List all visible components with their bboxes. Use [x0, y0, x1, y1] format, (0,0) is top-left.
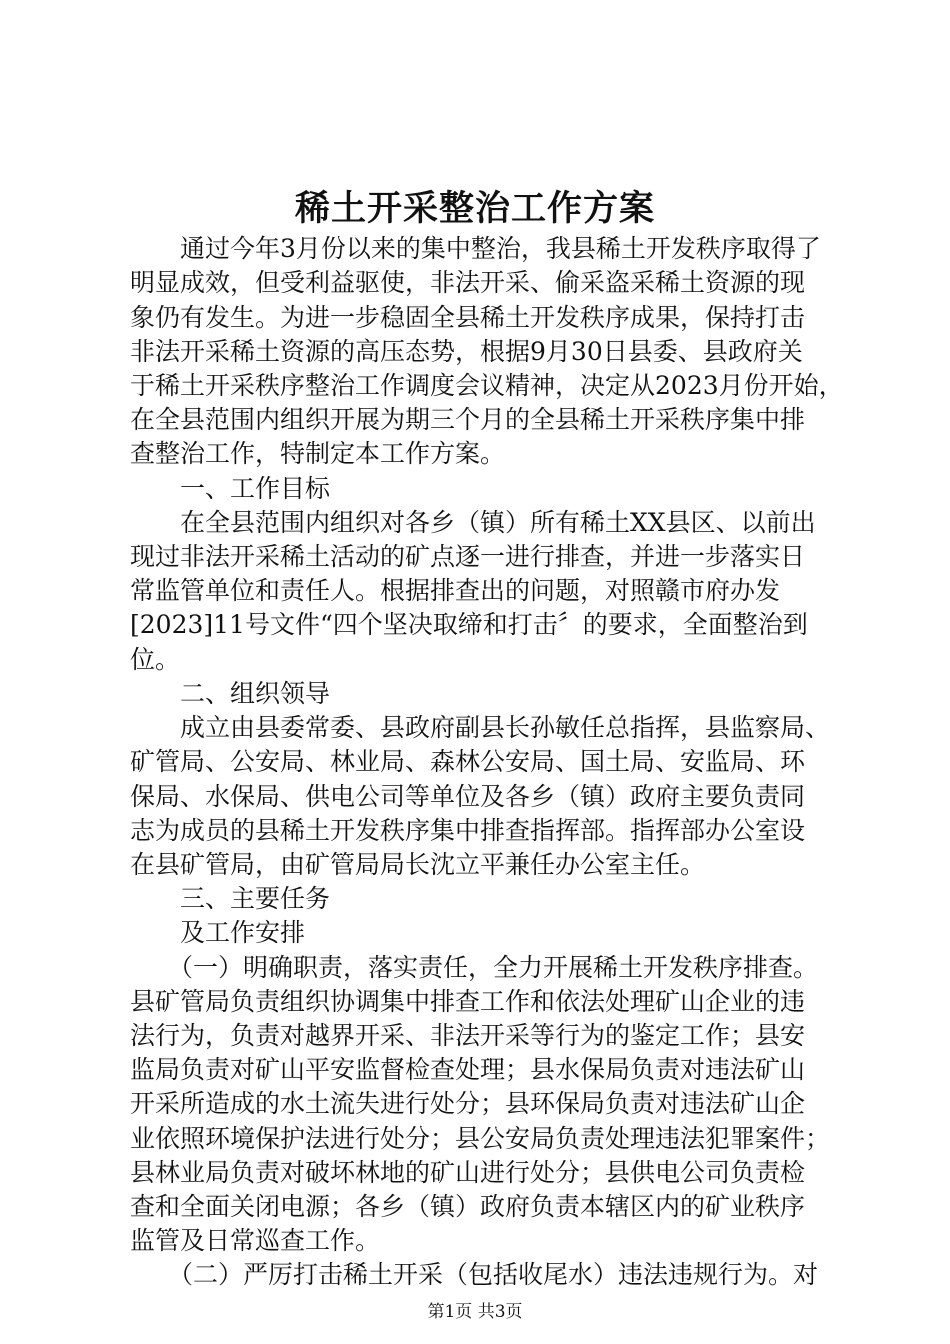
paragraph-line: 在县矿管局，由矿管局局长沈立平兼任办公室主任。 [130, 850, 706, 879]
paragraph-line: 县矿管局负责组织协调集中排查工作和依法处理矿山企业的违 [130, 987, 806, 1016]
paragraph-line: 明显成效，但受利益驱使，非法开采、偷采盗采稀土资源的现 [130, 268, 806, 297]
paragraph-line: 现过非法开采稀土活动的矿点逐一进行排查，并进一步落实日 [130, 542, 806, 571]
section-heading: 二、组织领导 [180, 679, 331, 708]
paragraph-line: 在全县范围内组织开展为期三个月的全县稀土开采秩序集中排 [130, 405, 806, 434]
paragraph-line: 象仍有发生。为进一步稳固全县稀土开发秩序成果，保持打击 [130, 303, 806, 332]
paragraph-line: 于稀土开采秩序整治工作调度会议精神，决定从2023月份开始， [130, 371, 844, 400]
paragraph-line: 成立由县委常委、县政府副县长孙敏任总指挥，县监察局、 [180, 713, 831, 742]
paragraph-line: 监管及日常巡查工作。 [130, 1226, 381, 1255]
paragraph-line: 常监管单位和责任人。根据排查出的问题，对照赣市府办发 [130, 576, 781, 605]
subsection-heading: （一）明确职责，落实责任，全力开展稀土开发秩序排查。 [168, 953, 819, 982]
paragraph-line: 业依照环境保护法进行处分；县公安局负责处理违法犯罪案件； [130, 1124, 831, 1153]
paragraph-line: 开采所造成的水土流失进行处分；县环保局负责对违法矿山企 [130, 1089, 806, 1118]
paragraph-line: 监局负责对矿山平安监督检查处理；县水保局负责对违法矿山 [130, 1055, 806, 1084]
paragraph-line: 志为成员的县稀土开发秩序集中排查指挥部。指挥部办公室设 [130, 816, 806, 845]
section-heading: 一、工作目标 [180, 474, 331, 503]
subsection-heading: （二）严厉打击稀土开采（包括收尾水）违法违规行为。对 [168, 1260, 819, 1289]
paragraph-line: 法行为，负责对越界开采、非法开采等行为的鉴定工作；县安 [130, 1021, 806, 1050]
paragraph-line: 在全县范围内组织对各乡（镇）所有稀土XX县区、以前出 [180, 508, 816, 537]
paragraph-line: 通过今年3月份以来的集中整治，我县稀土开发秩序取得了 [180, 234, 821, 263]
paragraph-line: 位。 [130, 645, 181, 674]
paragraph-line: 县林业局负责对破坏林地的矿山进行处分；县供电公司负责检 [130, 1158, 806, 1187]
paragraph-line: 查和全面关闭电源；各乡（镇）政府负责本辖区内的矿业秩序 [130, 1192, 806, 1221]
paragraph-line: 保局、水保局、供电公司等单位及各乡（镇）政府主要负责同 [130, 782, 806, 811]
section-heading: 三、主要任务 [180, 884, 331, 913]
paragraph-line: 矿管局、公安局、林业局、森林公安局、国土局、安监局、环 [130, 747, 806, 776]
paragraph-line: [2023]11号文件“四个坚决取缔和打击〞的要求，全面整治到 [130, 610, 808, 639]
section-heading: 及工作安排 [180, 918, 306, 947]
paragraph-line: 非法开采稀土资源的高压态势，根据9月30日县委、县政府关 [130, 337, 803, 366]
paragraph-line: 查整治工作，特制定本工作方案。 [130, 439, 506, 468]
page-number: 第1页 共3页 [427, 1302, 523, 1322]
page-title: 稀土开采整治工作方案 [294, 188, 655, 229]
